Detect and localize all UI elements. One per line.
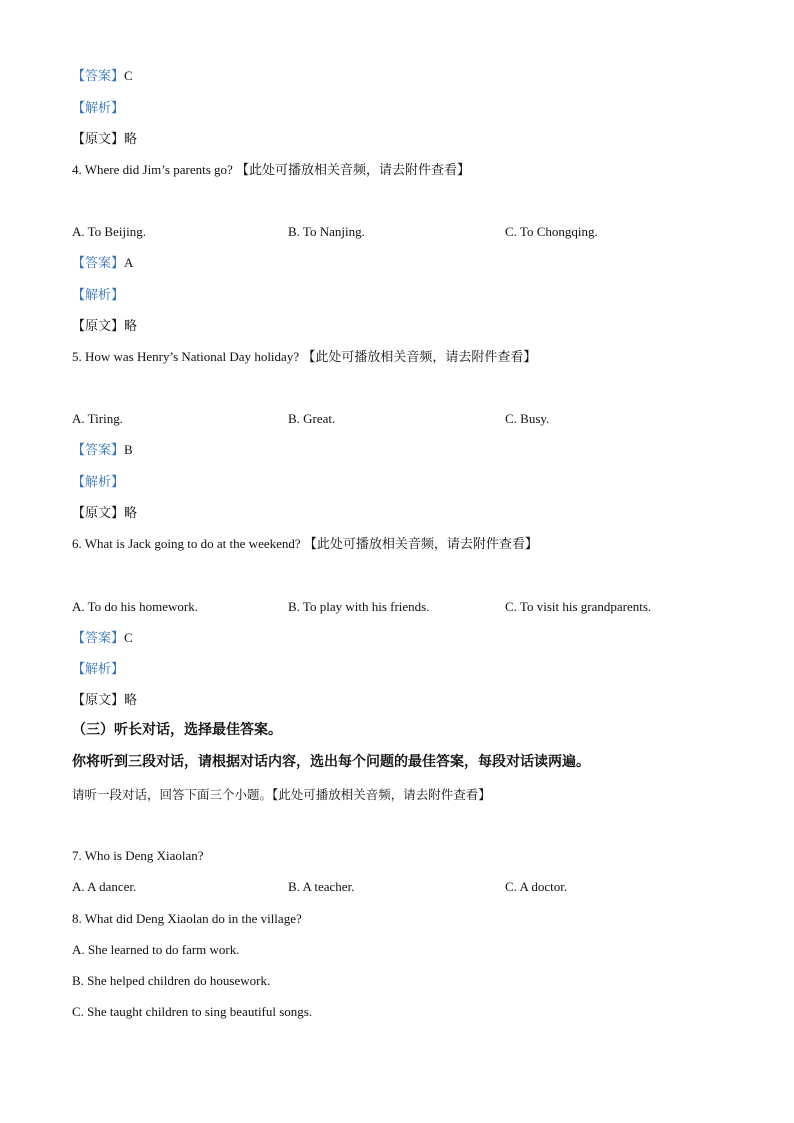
q5-analysis-line	[72, 473, 124, 491]
q7-option-a: A. A dancer.	[72, 879, 137, 894]
original-value: 略	[124, 692, 138, 707]
q6-analysis-line	[72, 660, 124, 678]
q6-option-b: B. To play with his friends.	[288, 599, 430, 614]
section-instruction: 你将听到三段对话，请根据对话内容，选出每个问题的最佳答案，每段对话读两遍。	[72, 755, 590, 770]
question-6: 6. What is Jack going to do at the weekend? 【此处可播放相关音频，请去附件查看】	[72, 536, 538, 551]
analysis-tag: 【解析】	[72, 474, 125, 489]
original-value: 略	[124, 505, 138, 520]
original-tag: 【原文】	[72, 692, 125, 707]
analysis-tag: 【解析】	[72, 287, 125, 302]
original-value: 略	[124, 318, 138, 333]
q5-option-c: C. Busy.	[505, 411, 550, 426]
answer-value: A	[124, 255, 134, 270]
q5-option-b: B. Great.	[288, 411, 336, 426]
question-5: 5. How was Henry’s National Day holiday? 【此处可播放相关音频，请去附件查看】	[72, 349, 537, 364]
q6-option-c: C. To visit his grandparents.	[505, 599, 652, 614]
original-tag: 【原文】	[72, 131, 125, 146]
q8-option-a: A. She learned to do farm work.	[72, 942, 240, 957]
original-tag: 【原文】	[72, 505, 125, 520]
q5-option-a: A. Tiring.	[72, 411, 123, 426]
q6-answer-line	[72, 629, 133, 647]
q6-option-a: A. To do his homework.	[72, 599, 198, 614]
q8-option-b: B. She helped children do housework.	[72, 973, 271, 988]
answer-value: C	[124, 68, 133, 83]
answer-tag: 【答案】	[72, 630, 125, 645]
original-value: 略	[124, 131, 138, 146]
answer-tag: 【答案】	[72, 442, 125, 457]
question-4: 4. Where did Jim’s parents go? 【此处可播放相关音频，请去附件查看】	[72, 162, 471, 177]
q4-answer-line	[72, 254, 133, 272]
section-heading: （三）听长对话，选择最佳答案。	[72, 723, 282, 738]
q5-original-line	[72, 504, 137, 522]
answer-tag: 【答案】	[72, 255, 125, 270]
q4-option-b: B. To Nanjing.	[288, 224, 365, 239]
answer-tag: 【答案】	[72, 68, 125, 83]
q7-option-c: C. A doctor.	[505, 879, 568, 894]
analysis-tag: 【解析】	[72, 661, 125, 676]
q5-answer-line	[72, 441, 133, 459]
original-line	[72, 130, 137, 148]
q4-option-c: C. To Chongqing.	[505, 224, 598, 239]
analysis-line	[72, 99, 124, 117]
answer-value: B	[124, 442, 133, 457]
audio-note: 请听一段对话，回答下面三个小题。【此处可播放相关音频，请去附件查看】	[72, 787, 491, 802]
question-7: 7. Who is Deng Xiaolan?	[72, 848, 204, 863]
question-8: 8. What did Deng Xiaolan do in the village?	[72, 911, 302, 926]
q4-original-line	[72, 317, 137, 335]
q6-original-line	[72, 691, 137, 709]
analysis-tag: 【解析】	[72, 100, 125, 115]
answer-value: C	[124, 630, 133, 645]
answer-line	[72, 67, 133, 85]
original-tag: 【原文】	[72, 318, 125, 333]
q4-option-a: A. To Beijing.	[72, 224, 146, 239]
q8-option-c: C. She taught children to sing beautiful songs.	[72, 1004, 313, 1019]
q4-analysis-line	[72, 286, 124, 304]
q7-option-b: B. A teacher.	[288, 879, 355, 894]
